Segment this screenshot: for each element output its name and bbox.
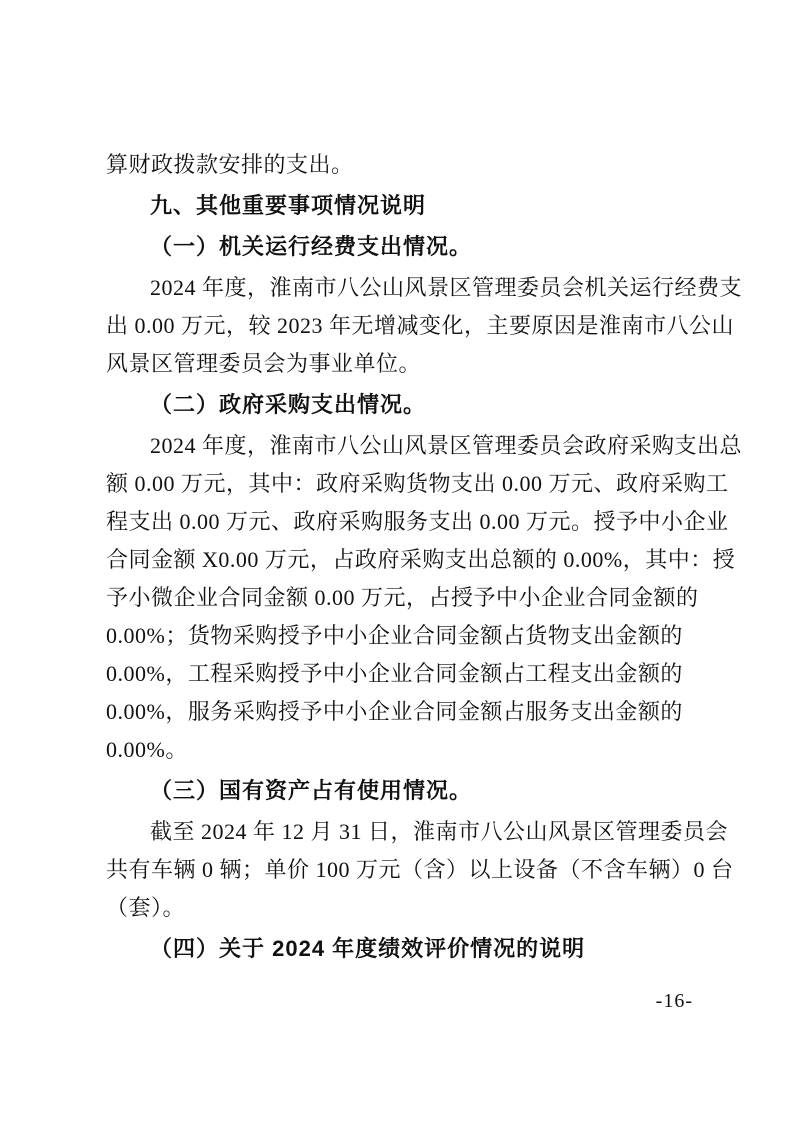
heading-text-line: （一）机关运行经费支出情况。 <box>150 234 473 259</box>
text-line: 风景区管理委员会为事业单位。 <box>106 351 422 376</box>
heading-text-line: （三）国有资产占有使用情况。 <box>150 778 473 803</box>
paragraph <box>106 146 692 184</box>
text-line: 额 0.00 万元，其中：政府采购货物支出 0.00 万元、政府采购工 <box>106 471 729 496</box>
text-line: 0.00%；货物采购授予中小企业合同金额占货物支出金额的 <box>106 623 683 648</box>
text-line: 2024 年度，淮南市八公山风景区管理委员会机关运行经费支 <box>150 275 743 300</box>
text-line: 程支出 0.00 万元、政府采购服务支出 0.00 万元。授予中小企业 <box>106 509 729 534</box>
section-heading <box>106 930 692 968</box>
paragraph <box>106 427 743 769</box>
section-heading <box>106 228 692 266</box>
text-line: 2024 年度，淮南市八公山风景区管理委员会政府采购支出总 <box>150 433 743 458</box>
text-line: 予小微企业合同金额 0.00 万元，占授予中小企业合同金额的 <box>106 585 699 610</box>
section-heading <box>106 772 692 810</box>
document-body <box>106 146 743 971</box>
paragraph <box>106 269 743 383</box>
section-heading <box>106 386 692 424</box>
page-number: -16- <box>655 990 693 1012</box>
paragraph <box>106 813 734 927</box>
text-line: 0.00%。 <box>106 737 188 762</box>
text-line: （套）。 <box>106 895 186 920</box>
heading-text-line: 九、其他重要事项情况说明 <box>150 193 427 218</box>
heading-text-line: （四）关于 2024 年度绩效评价情况的说明 <box>150 936 586 961</box>
section-heading <box>106 187 692 225</box>
text-line: 共有车辆 0 辆；单价 100 万元（含）以上设备（不含车辆）0 台 <box>106 857 734 882</box>
heading-text-line: （二）政府采购支出情况。 <box>150 392 427 417</box>
text-line: 合同金额 X0.00 万元，占政府采购支出总额的 0.00%，其中：授 <box>106 547 736 572</box>
text-line: 出 0.00 万元，较 2023 年无增减变化，主要原因是淮南市八公山 <box>106 313 735 338</box>
text-line: 0.00%，工程采购授予中小企业合同金额占工程支出金额的 <box>106 661 683 686</box>
text-line: 0.00%，服务采购授予中小企业合同金额占服务支出金额的 <box>106 699 683 724</box>
text-line: 算财政拨款安排的支出。 <box>106 152 354 177</box>
text-line: 截至 2024 年 12 月 31 日，淮南市八公山风景区管理委员会 <box>150 819 729 844</box>
